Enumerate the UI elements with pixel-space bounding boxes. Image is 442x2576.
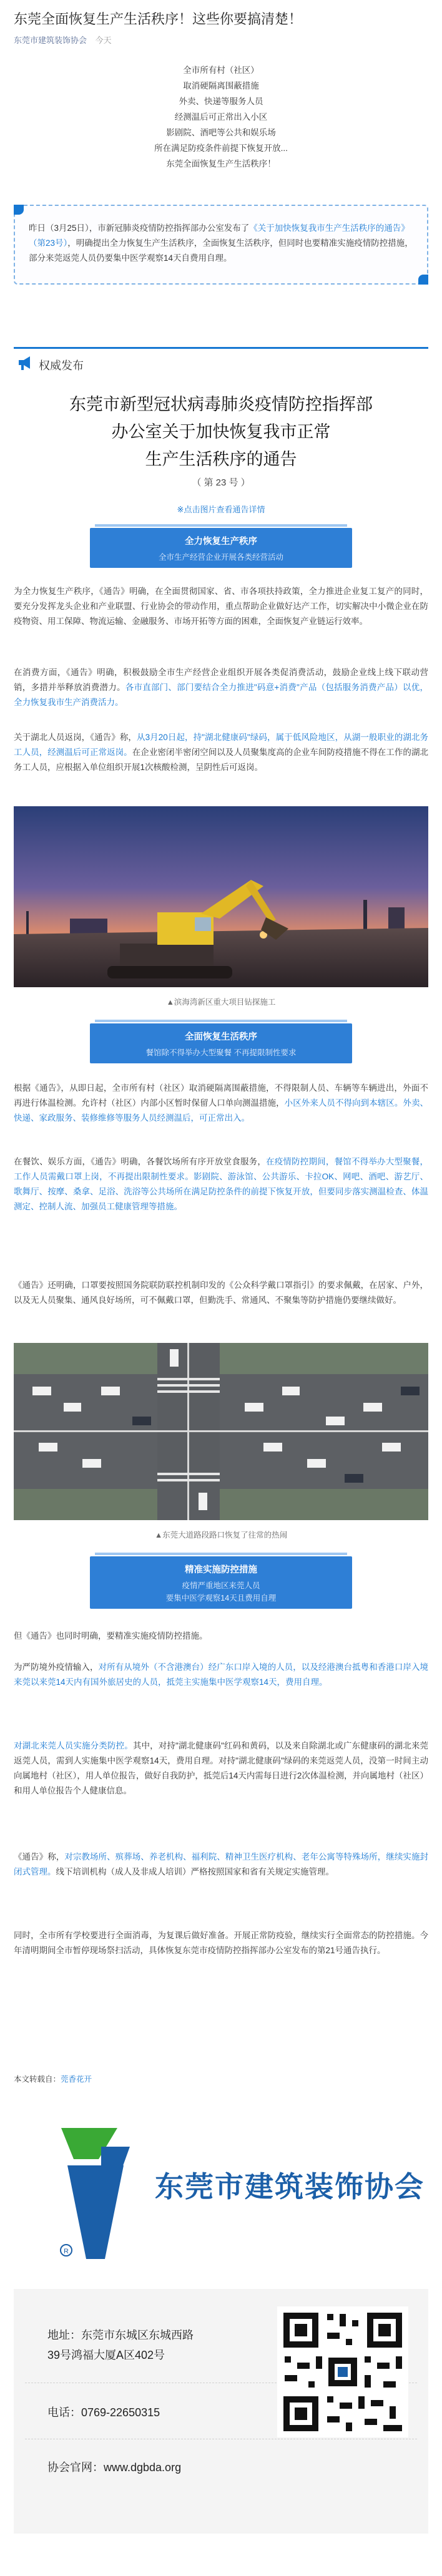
photo-caption: ▲东莞大道路段路口恢复了往常的热闹: [154, 1531, 288, 1539]
banner-edge: [95, 524, 347, 527]
para-highlight: 对宗教场所、殡葬场、养老机构、福利院、精神卫生医疗机构、老年公寓等特殊场所，继续实施封闭式管理。: [14, 1852, 428, 1876]
website-link[interactable]: www.dgbda.org: [104, 2461, 182, 2474]
address-value: 东莞市东城区东城西路: [81, 2329, 194, 2341]
photo-caption: ▲滨海湾新区重大项目钻探施工: [166, 998, 276, 1007]
website-line: [47, 2459, 181, 2475]
address-label: 地址：: [47, 2329, 81, 2341]
excavator-sunset-image: [14, 806, 428, 987]
qr-code-icon[interactable]: [277, 2306, 408, 2437]
paragraph: [14, 1081, 428, 1126]
para-text: 为严防境外疫情输入，: [14, 1662, 99, 1672]
paragraph: [14, 665, 428, 710]
account-link[interactable]: 东莞市建筑装饰协会: [14, 36, 87, 45]
corner-ornament: [418, 275, 428, 285]
para-text: 在企业密闭半密闭空间以及人员聚集度高的企业车间防疫措施不得在工作的湖北务工人员，应根据入单位组织开展1次核酸检测，呈阴性后可返岗。: [14, 748, 429, 772]
para-highlight: 对所有从境外（不含港澳台）经广东口岸入境的人员，以及经港澳台抵粤和香港口岸入境来莞以来莞14天内有国外旅居史的人员，抵莞主实施集中医学观察14天，费用自理。: [14, 1662, 429, 1687]
doc-title-line: 办公室关于加快恢复我市正常: [111, 422, 331, 441]
intro-lines: [0, 62, 442, 172]
banner-subtitle: 餐馆除不得举办大型聚餐 不再提限制性要求: [145, 1048, 297, 1057]
website-label: 协会官网：: [47, 2461, 104, 2474]
note-text: 昨日（3月25日），市新冠肺炎疫情防控指挥部办公室发布了: [29, 223, 250, 233]
banner-subtitle: 全市生产经营企业开展各类经营活动: [158, 553, 283, 562]
section-label: 权威发布: [39, 359, 84, 372]
para-text: 其中，对持"湖北健康码"红码和黄码，以及来自除湖北或广东健康码的湖北来莞返莞人员，需到人实施集中医学观察14天，费用自理。对持"湖北健康码"绿码的来莞返莞人员，没第一时间主动向属地村（社区），用人单位报告，做好自我防护，抵莞后14天内需每日进行2次体温检测，并向属地村（社区）和用人单位报告个人健康信息。: [14, 1741, 429, 1795]
article-title: 东莞全面恢复生产生活秩序！这些你要搞清楚！: [14, 11, 303, 27]
address-line-2: 39号鸿福大厦A区402号: [47, 2349, 165, 2361]
para-text: 在餐饮、娱乐方面，《通告》明确，各餐饮场所有序开放堂食服务，: [14, 1157, 267, 1166]
address-line: [47, 2326, 194, 2343]
para-highlight: 各市直部门、部门要结合: [125, 683, 220, 692]
source-label: 本文转载自：: [14, 2075, 61, 2084]
para-text: 《通告》称，: [14, 1852, 65, 1861]
note-text: ，明确提出全力恢复生产生活秩序，全面恢复生活秩序，但同时也要精准实施疫情防控措施，部分来莞返莞人员仍要集中医学观察14天自费用自理。: [29, 238, 413, 263]
paragraph: [14, 730, 428, 775]
para-highlight: 在疫情防控期间，餐馆不得举办大型聚餐，工作人员需戴口罩上岗，不再提出限制性要求。影剧院、游泳馆、公共游乐、卡拉OK、网吧、酒吧、游艺厅、歌舞厅、按摩、桑拿、足浴、洗浴等公共场所在满足防控条件的前提下恢复开放，但要同步落实测温检查、体温测定、控制人流、加强员工健康管理等措施。: [14, 1157, 428, 1211]
doc-number: （ 第 23 号 ）: [192, 477, 250, 488]
paragraph: [14, 1154, 428, 1214]
para-highlight: 小区外来人员不得向到本辖区。外卖、快递、家政服务、装修维修等服务人员经测温后，可正常出入。: [14, 1098, 429, 1123]
section-banner: [90, 1023, 352, 1063]
registered-mark: R: [64, 2248, 69, 2255]
para-highlight: 全力推进: [219, 683, 254, 692]
phone-label: 电话：: [47, 2406, 81, 2419]
banner-edge: [95, 1020, 347, 1022]
notice-link[interactable]: 《关于加快恢复我市生产生活秩序的通告》（第23号）: [29, 223, 410, 248]
association-logo: [14, 2109, 428, 2278]
paragraph: 同时，全市所有学校要进行全面消毒，为复课后做好准备。开展正常防疫验，继续实行全面常态的防控措施。今年清明期间全市暂停现场祭扫活动，具体恢复东莞市疫情防控指挥部办公室发布的第21号通告执行。: [14, 1931, 428, 1955]
doc-title-line: 生产生活秩序的通告: [145, 450, 297, 469]
doc-title-line: 东莞市新型冠状病毒肺炎疫情防控指挥部: [69, 395, 373, 414]
para-highlight: 从3月20日起，持"湖北健康码"绿码，属于低风险地区，从湖一般职业的湖北务工人员，经测温后可正常返岗。: [14, 733, 429, 757]
association-name: 东莞市建筑装饰协会: [155, 2170, 425, 2203]
paragraph: 但《通告》也同时明确，要精准实施疫情防控措施。: [14, 1631, 208, 1641]
construction-photo: [14, 806, 428, 987]
summary-note-box: [14, 205, 428, 285]
publish-date: 今天: [95, 36, 112, 45]
intro-line: 外卖、快递等服务人员: [179, 97, 263, 106]
banner-edge: [95, 1553, 347, 1555]
intro-line: 经测温后可正常出入小区: [174, 112, 268, 122]
paragraph: 为全力恢复生产秩序，《通告》明确，在全面贯彻国家、省、市各项扶持政策，全力推进企业复工复产的同时，要充分发挥龙头企业和产业联盟、行业协会的带动作用，重点帮助企业做好达产工作，切实解决中小微企业在防疫物资、用工保障、物流运输、金融服务、市场开拓等方面的困难，全面恢复产业链运行效率。: [14, 587, 428, 626]
traffic-photo: [14, 1343, 428, 1520]
article-meta: [14, 34, 112, 46]
corner-ornament: [14, 205, 24, 215]
banner-title: 全面恢复生活秩序: [185, 1032, 257, 1042]
association-logo-icon: [49, 2122, 142, 2265]
intro-line: 影剧院、酒吧等公共和娱乐场: [166, 128, 276, 137]
section-banner: [90, 528, 352, 568]
para-text: 在消费方面，《通告》明确，积极鼓励全市生产经营企业组织开展各类促消费活动，鼓励企业线上线下联动营销，多措并举释放消费潜力。: [14, 668, 428, 692]
phone-number[interactable]: 0769-22650315: [81, 2406, 160, 2419]
intro-line: 全市所有村（社区）: [183, 66, 259, 75]
intro-line: 所在满足防疫条件前提下恢复开放...: [154, 144, 288, 153]
para-text: 根据《通告》，从即日起，全市所有村（社区）取消硬隔离围蔽措施，不得限制人员、车辆等车辆进出，外面不再进行体温检测。允许村（社区）内部小区暂时保留人口单向测温措施，: [14, 1083, 428, 1108]
banner-subtitle: 疫情严重地区来莞人员: [182, 1581, 260, 1590]
source-line: [14, 2073, 92, 2084]
source-name[interactable]: 莞香花开: [61, 2075, 92, 2084]
paragraph: [14, 1850, 428, 1880]
paragraph: [14, 1739, 428, 1798]
para-text: 关于湖北人员返岗，《通告》称，: [14, 733, 137, 742]
para-highlight: 对湖北来莞人员实施分类防控。: [14, 1741, 133, 1750]
banner-title: 全力恢复生产秩序: [185, 537, 257, 547]
intro-line: 取消硬隔离围蔽措施: [183, 81, 259, 90]
banner-subtitle: 要集中医学观察14天且费用自理: [165, 1594, 277, 1603]
aerial-road-image: [14, 1343, 428, 1520]
megaphone-icon: [16, 353, 35, 372]
contact-footer: [14, 2289, 428, 2534]
paragraph: 《通告》还明确，口罩要按照国务院联防联控机制印发的《公众科学戴口罩指引》的要求佩戴，在居家、户外，以及无人员聚集、通风良好场所，可不佩戴口罩，但勤洗手、常通风、不聚集等防护措施仍要继续做好。: [14, 1281, 428, 1305]
phone-line: [47, 2404, 160, 2420]
banner-title: 精准实施防控措施: [185, 1565, 257, 1575]
intro-line: 东莞全面恢复生产生活秩序！: [166, 159, 276, 168]
paragraph: [14, 1660, 428, 1690]
para-text: 线下培训机构（成人及非成人培训）严格按照国家和省有关规定实施管理。: [56, 1867, 334, 1876]
para-highlight: "码意+消费"产品（包括服务消费产品）以优，全力恢复我市生产消费活力。: [14, 683, 429, 707]
view-notice-tip[interactable]: ※点击图片查看通告详情: [177, 505, 265, 514]
section-banner: [90, 1556, 352, 1609]
